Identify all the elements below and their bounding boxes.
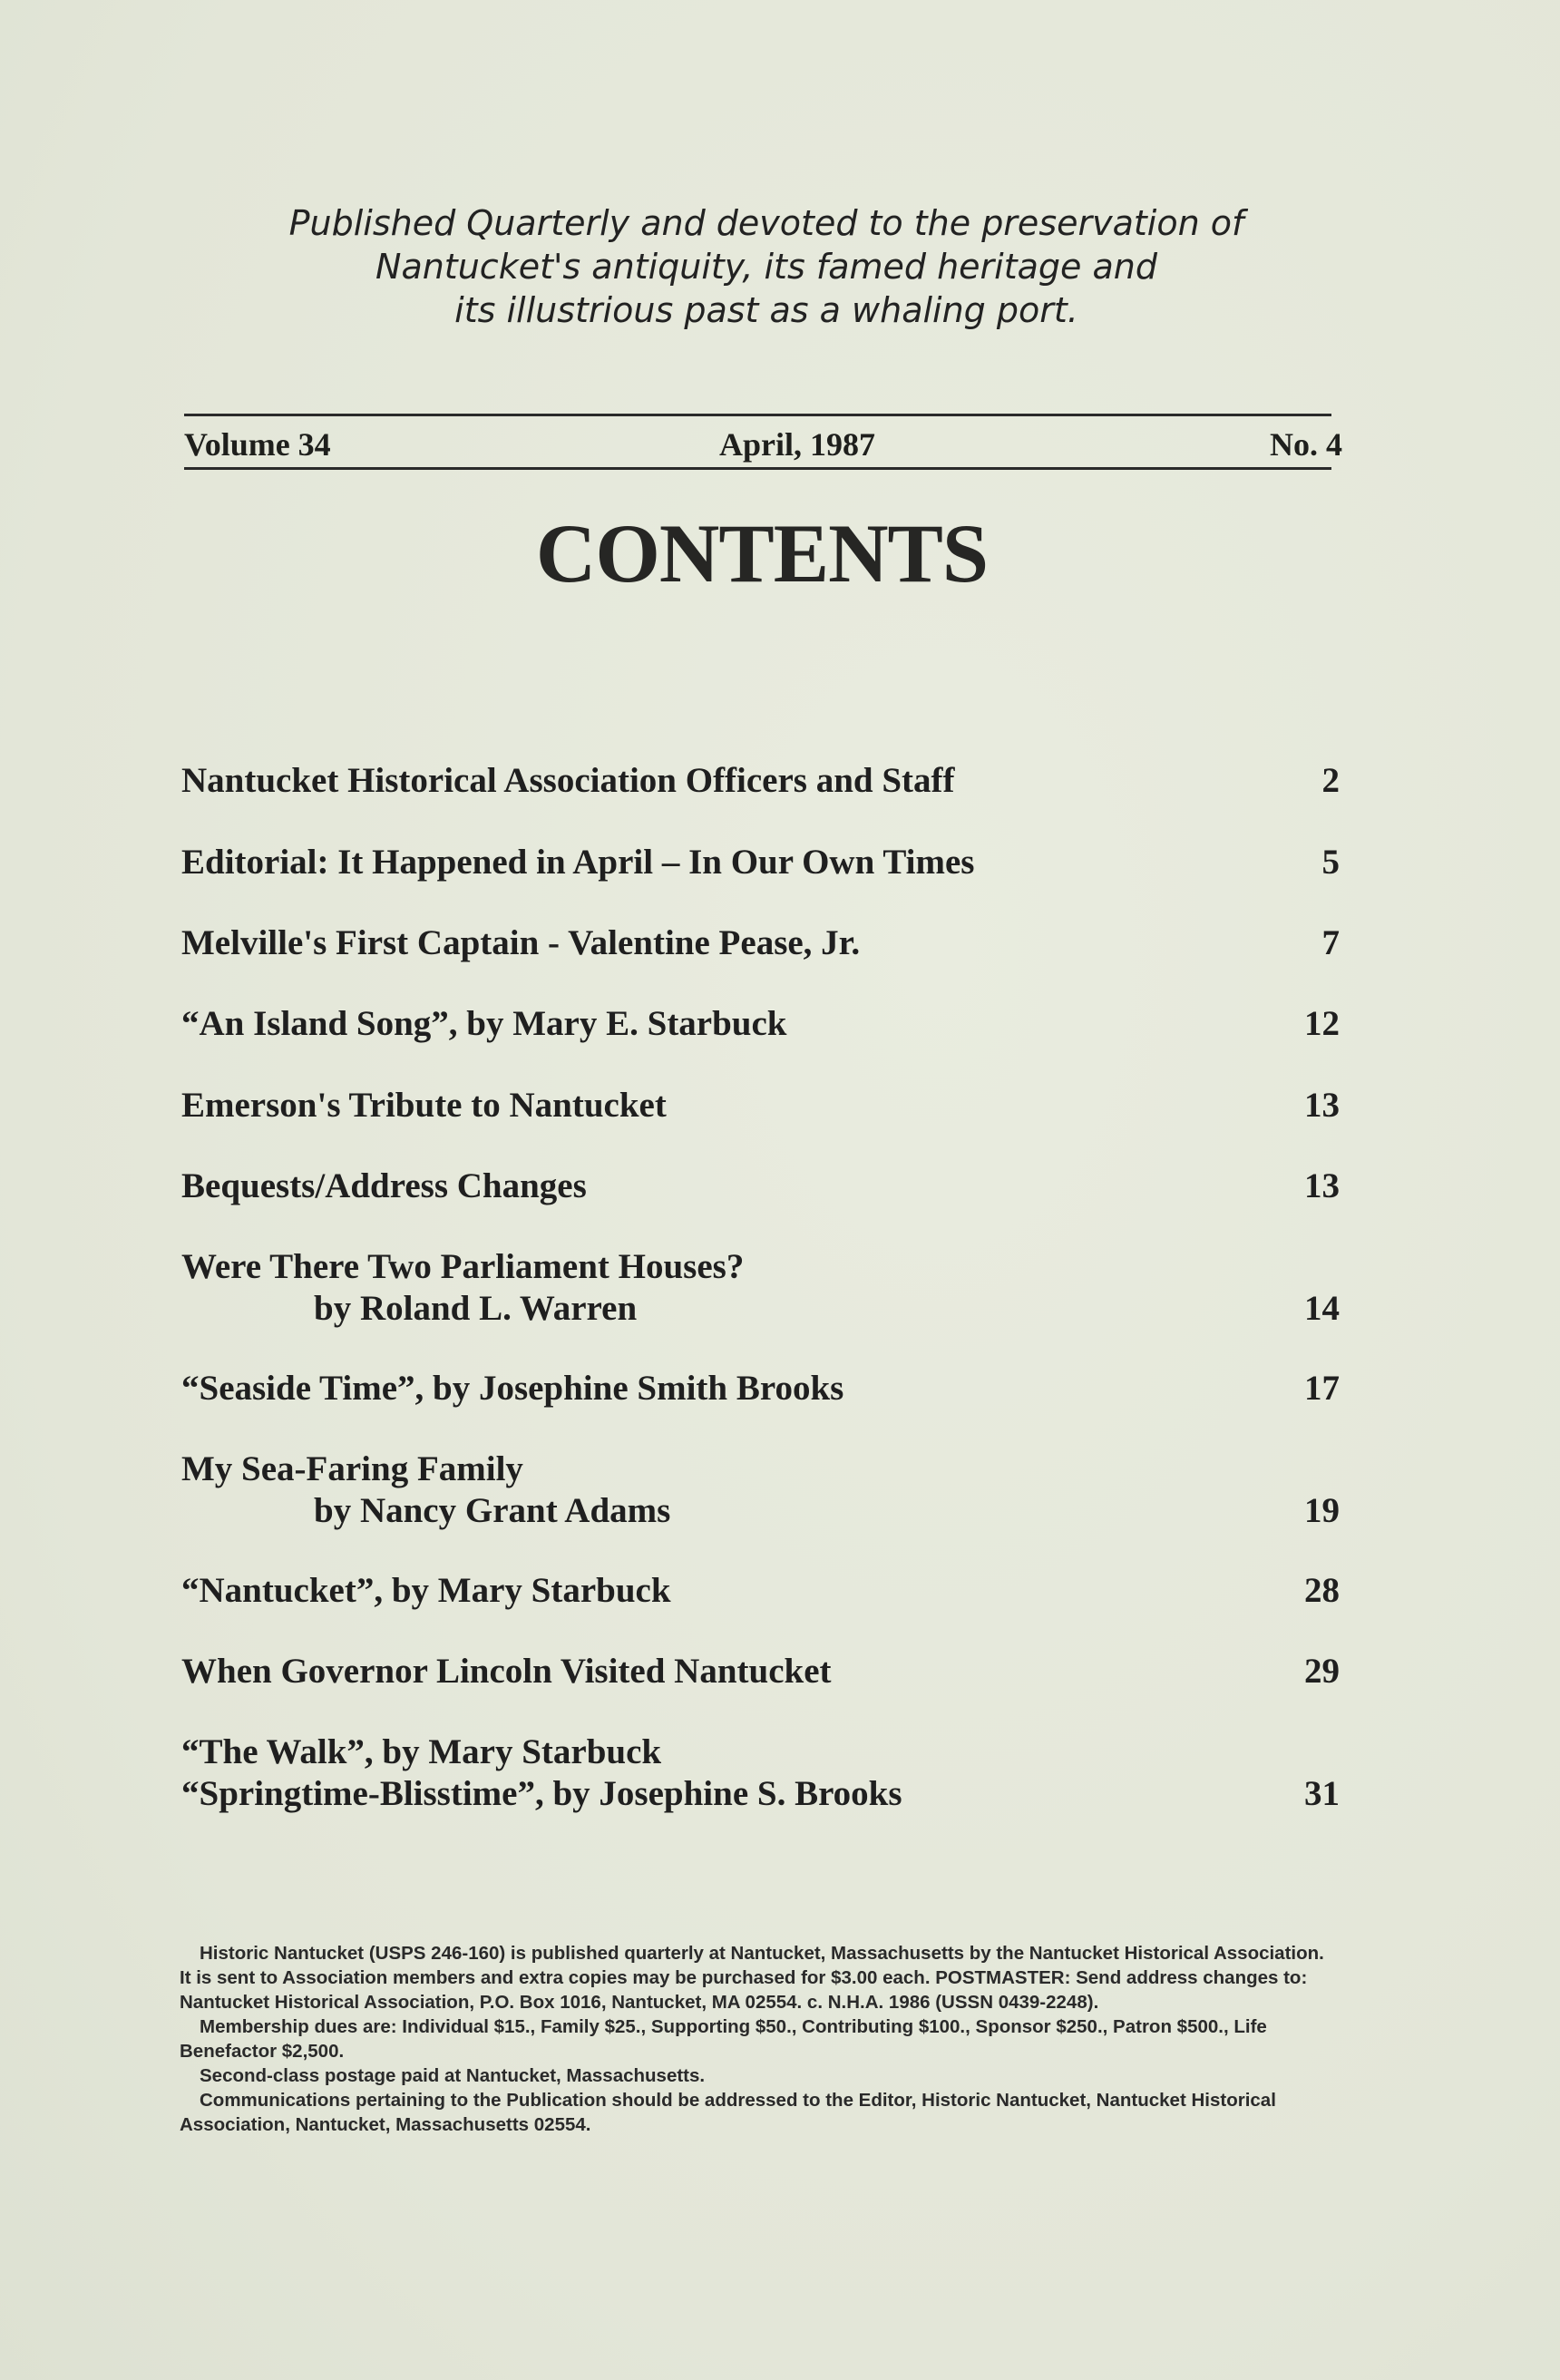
toc-entry-page-number: 12 [1304, 1004, 1340, 1043]
toc-entry-title: “Seaside Time”, by Josephine Smith Brooks [181, 1369, 844, 1408]
toc-entry-page-number: 7 [1321, 923, 1340, 962]
toc-entry-title: My Sea-Faring Family [181, 1449, 523, 1488]
tagline-line-1: Published Quarterly and devoted to the preservation of [288, 203, 1244, 243]
toc-entry-title: Nantucket Historical Association Officers and Staff [181, 761, 955, 800]
toc-entry-title: “Springtime-Blisstime”, by Josephine S. Brooks [181, 1774, 902, 1813]
toc-entry [181, 1003, 1342, 1045]
toc-entry-page-number: 2 [1321, 761, 1340, 800]
toc-entry [181, 1166, 1342, 1207]
toc-entry [181, 1368, 1342, 1409]
issue-info-bar [184, 414, 1342, 470]
toc-entry-page-number: 5 [1321, 843, 1340, 882]
toc-entry [181, 842, 1342, 883]
toc-entry [181, 1246, 1342, 1330]
toc-entry-title: Editorial: It Happened in April – In Our Own Times [181, 843, 975, 882]
toc-entry-page-number: 31 [1304, 1774, 1340, 1813]
toc-entry [181, 1731, 1342, 1815]
toc-entry [181, 760, 1342, 802]
toc-entry-title: “The Walk”, by Mary Starbuck [181, 1732, 662, 1771]
toc-entry-title: by Nancy Grant Adams [314, 1491, 671, 1530]
tagline-line-3: its illustrious past as a whaling port. [454, 290, 1078, 330]
toc-entry-page-number: 19 [1304, 1491, 1340, 1530]
issue-date: April, 1987 [719, 426, 876, 463]
toc-entry-page-number: 13 [1304, 1086, 1340, 1125]
toc-entry [181, 1570, 1342, 1612]
notice-communications: Communications pertaining to the Publication should be addressed to the Editor, Historic Nantucket, Nantucket Historical Association, Nantucket, Massachusetts 02554. [180, 2090, 1276, 2135]
toc-entry-page-number: 14 [1304, 1289, 1340, 1328]
toc-entry-page-number: 29 [1304, 1652, 1340, 1691]
contents-heading: CONTENTS [535, 507, 989, 600]
toc-entry-title: Bequests/Address Changes [181, 1166, 587, 1205]
publication-tagline [0, 201, 1533, 332]
toc-entry-title: Melville's First Captain - Valentine Pease, Jr. [181, 923, 861, 962]
notice-publication: Historic Nantucket (USPS 246-160) is published quarterly at Nantucket, Massachusetts by the Nantucket Historical Association. It is sent to Association members and extra copies may be purchased for $3.00 each. POSTMASTER: Send address changes to: Nantucket Historical Association, P.O. Box 1016, Nantucket, MA 02554. c. N.H.A. 1986 (USSN 0439-2248). [180, 1943, 1324, 2013]
toc-entry-title: by Roland L. Warren [314, 1289, 638, 1328]
toc-entry [181, 1085, 1342, 1127]
issue-number: No. 4 [1270, 426, 1342, 463]
toc-entry-title: “An Island Song”, by Mary E. Starbuck [181, 1004, 787, 1043]
notice-postage: Second-class postage paid at Nantucket, Massachusetts. [200, 2065, 706, 2086]
publication-notice [180, 1941, 1336, 2137]
toc-entry [181, 922, 1342, 964]
tagline-line-2: Nantucket's antiquity, its famed heritage and [375, 247, 1157, 287]
toc-entry-page-number: 28 [1304, 1571, 1340, 1610]
toc-entry-page-number: 17 [1304, 1369, 1340, 1408]
toc-entry-title: When Governor Lincoln Visited Nantucket [181, 1652, 832, 1691]
toc-entry-title: Were There Two Parliament Houses? [181, 1247, 745, 1286]
toc-entry-title: “Nantucket”, by Mary Starbuck [181, 1571, 671, 1610]
toc-entry [181, 1448, 1342, 1532]
toc-entry-page-number: 13 [1304, 1166, 1340, 1205]
toc-entry-title: Emerson's Tribute to Nantucket [181, 1086, 667, 1125]
toc-entry [181, 1651, 1342, 1692]
notice-membership: Membership dues are: Individual $15., Family $25., Supporting $50., Contributing $100., Sponsor $250., Patron $500., Life Benefactor $2,500. [180, 2016, 1267, 2062]
issue-volume: Volume 34 [184, 426, 331, 463]
